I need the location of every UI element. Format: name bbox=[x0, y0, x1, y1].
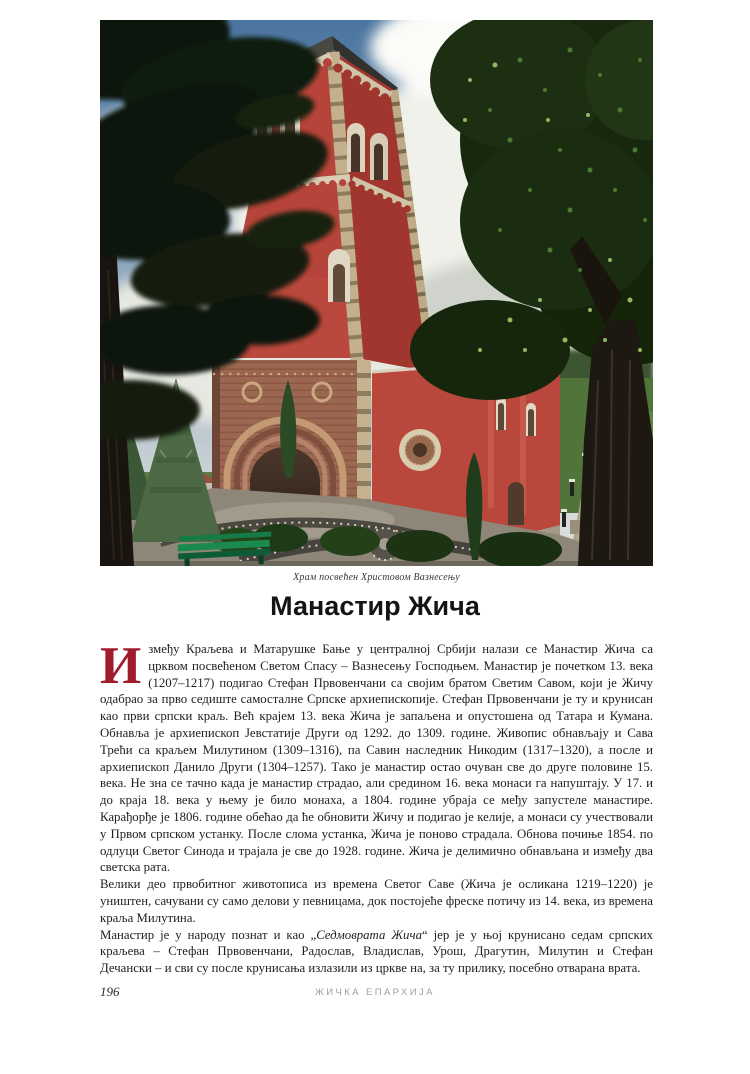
paragraph-3-prefix: Манастир је у народу познат и као „ bbox=[100, 927, 317, 942]
article-body bbox=[100, 637, 653, 977]
monastery-photo-figure bbox=[100, 20, 653, 583]
rose-window bbox=[399, 429, 441, 471]
monastery-nickname: Седмоврата Жича bbox=[316, 927, 422, 942]
paragraph-1 bbox=[100, 637, 653, 876]
paragraph-1-text: змеђу Краљева и Матарушке Бање у централној Србији налази се Манастир Жича са црквом посвећеном Светом Спасу – Вазнесењу Господњем. Манастир је почетком 13. века (1207–1217) подигао Стефан Првовенчани са својим братом Светим Савом, који је Жичу одабрао за прво седиште самосталне Српске архиепископије. Стефан Првовенчани је ту и крунисан као први српски краљ. Већ крајем 13. века Жича је запаљена и опустошена од Татара и Кумана. Обнавља је архиепископ Јевстатије Други од 1292. до 1309. године. Живопис обнављају и Сава Трећи са краљем Милутином (1309–1316), па Савин наследник Никодим (1317–1320), а после и архиепископ Данило Други (1304–1257). Тако је манастир остао очуван све до друге половине 15. века. Не зна се тачно када је манастир страдао, али средином 16. века монаси га напуштају. У 17. и до краја 18. века у њему је било монаха, а 1804. године убраја се међу запустеле манастире. Карађорђе је 1806. године обећао да ће обновити Жичу и подигао је келије, а монаси су учествовали у Првом српском устанку. После слома устанка, Жича је поново страдала. Обнова почиње 1854. по одлуци Светог Синода и трајала је све до 1928. године. Жича је делимично обнављана и између два светска рата. bbox=[100, 642, 653, 875]
paragraph-3 bbox=[100, 927, 653, 977]
photo-caption: Храм посвећен Христовом Вазнесењу bbox=[293, 572, 460, 583]
running-header: ЖИЧКА ЕПАРХИЈА bbox=[315, 987, 435, 998]
drop-cap: И bbox=[100, 637, 142, 695]
paragraph-2: Велики део првобитног животописа из времена Светог Саве (Жича је осликана 1219–1220) је уништен, сачувани су само делови у певницама, док постојеће фреске потичу из 14. века, из времена краља Милутина. bbox=[100, 877, 653, 925]
page-title: Манастир Жича bbox=[270, 591, 480, 621]
page-number: 196 bbox=[100, 984, 120, 999]
paragraph-3-suffix: “ јер је у њој крунисано седам српских краљева – Стефан Првовенчани, Радослав, Владислав, Урош, Драгутин, Милутин и Стефан Дечански – и сви су после крунисања излазили из цркве на, за ту прилику, посебно отварана врата. bbox=[100, 927, 653, 976]
monastery-photo-image bbox=[100, 20, 653, 566]
